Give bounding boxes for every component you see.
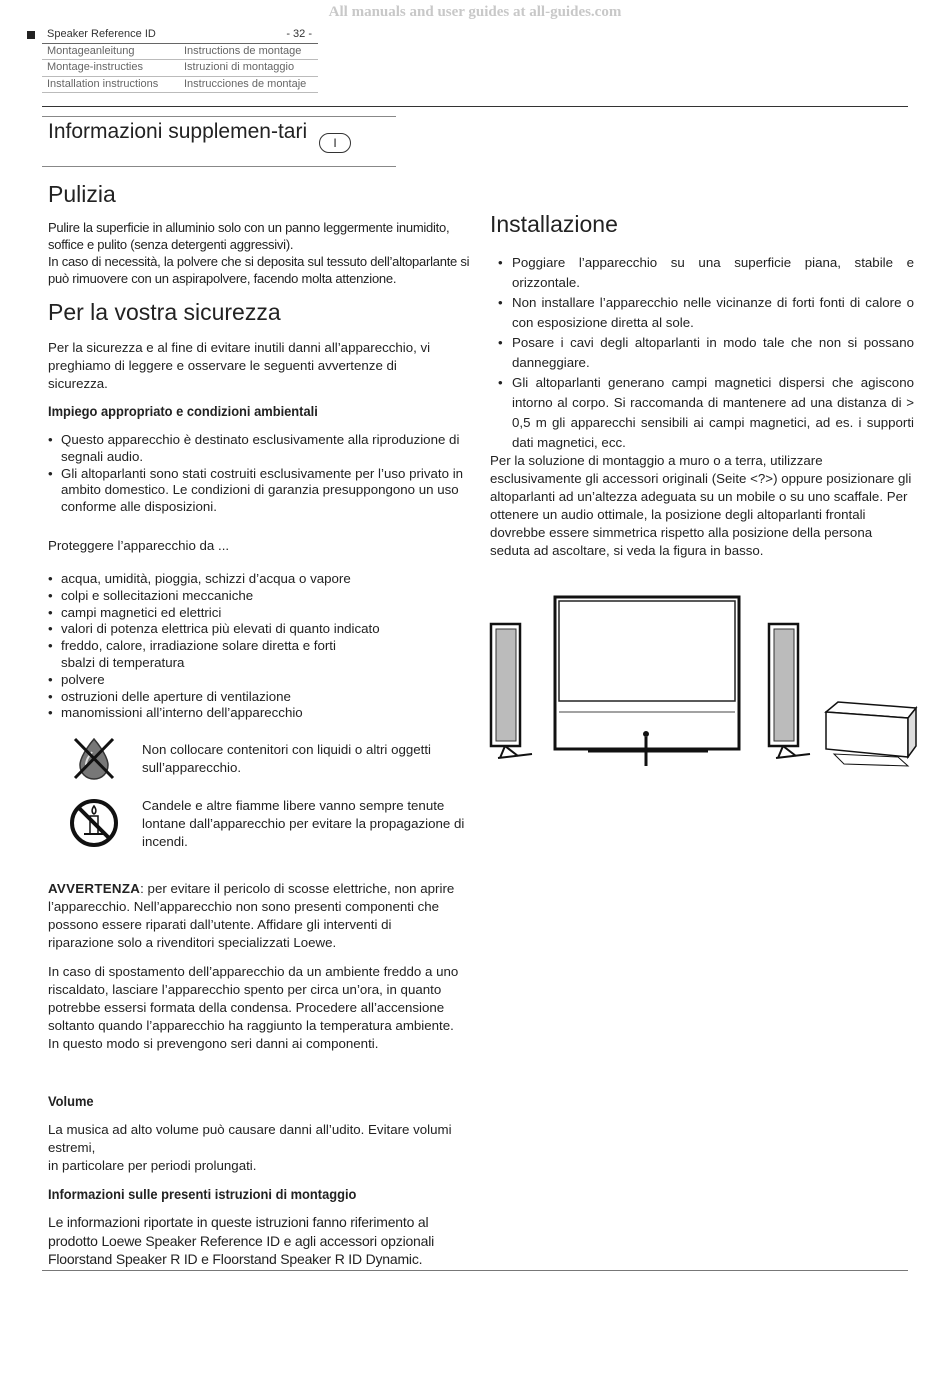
lang-label: Montageanleitung xyxy=(47,44,135,57)
pulizia-paragraph: In caso di necessità, la polvere che si deposita sul tessuto dell’altoparlante si può rimuovere con un aspirapolvere, facendo molta attenzione. xyxy=(48,254,470,286)
list-item: • Questo apparecchio è destinato esclusivamente alla riproduzione di segnali audio. xyxy=(48,432,473,466)
lang-label: Instrucciones de montaje xyxy=(184,77,307,90)
no-liquids-icon xyxy=(72,735,116,781)
list-item: • colpi e sollecitazioni meccaniche xyxy=(48,588,438,605)
header-lang-row xyxy=(42,44,318,61)
lang-label: Installation instructions xyxy=(47,77,159,90)
no-candles-text: Candele e altre fiamme libere vanno sempre tenute lontane dall’apparecchio per evitare la propagazione di incendi. xyxy=(142,798,465,849)
subwoofer-icon xyxy=(826,702,916,766)
left-speaker-icon xyxy=(491,624,532,758)
header-title: Speaker Reference ID xyxy=(47,28,156,40)
protect-list xyxy=(48,571,438,722)
sicurezza-intro: Per la sicurezza e al fine di evitare inutili danni all’apparecchio, vi preghiamo di leggere e osservare le seguenti avvertenze di sicurezza. xyxy=(48,340,431,391)
subheading-volume: Volume xyxy=(48,1093,94,1109)
info-text: Le informazioni riportate in queste istruzioni fanno riferimento al prodotto Loewe Speaker Reference ID e agli accessori opzionali Floorstand Speaker R ID e Floorstand Speaker R ID Dynamic. xyxy=(48,1214,435,1267)
header-lang-row xyxy=(42,77,318,94)
watermark: All manuals and user guides at all-guides.com xyxy=(328,4,622,20)
volume-text xyxy=(48,1121,468,1175)
header-table xyxy=(42,27,318,93)
installazione-list xyxy=(490,253,914,453)
heading-pulizia: Pulizia xyxy=(48,181,116,207)
pulizia-paragraph: Pulire la superficie in alluminio solo con un panno leggermente inumidito, soffice e pulito (senza detergenti aggressivi). xyxy=(48,220,450,252)
protect-intro: Proteggere l’apparecchio da ... xyxy=(48,538,230,553)
tv-icon xyxy=(555,597,739,766)
condensa-paragraph: In caso di spostamento dell’apparecchio da un ambiente freddo a uno riscaldato, lasciare l’apparecchio spento per circa un’ora, in quanto potrebbe essersi formata della condensa. Procedere all’accensione soltanto quando l’apparecchio ha raggiunto la temperatura ambiente. In questo modo si prevengono seri danni ai componenti. xyxy=(48,964,459,1051)
lang-label: Instructions de montage xyxy=(184,44,302,57)
page-number: - 32 - xyxy=(286,28,312,40)
list-item: • polvere xyxy=(48,672,438,689)
warning-text: : per evitare il pericolo di scosse elettriche, non aprire l’apparecchio. Nell’apparecchio non sono presenti componenti che possono essere riparati dall’utente. Affidare gli interventi di riparazione solo a rivenditori specializzati Loewe. xyxy=(48,881,455,950)
footer-divider xyxy=(42,1270,908,1271)
installazione-text: Per la soluzione di montaggio a muro o a terra, utilizzare esclusivamente gli accessori originali (Seite <?>) oppure posizionare gli altoparlanti ad un’altezza adeguata su un mobile o su uno scaffale. Per ottenere un audio ottimale, la posizione degli altoparlanti frontali dovrebbe essere simmetrica rispetto alla posizione della persona seduta ad ascoltare, si veda la figura in basso. xyxy=(490,453,912,558)
language-badge: I xyxy=(319,133,351,153)
header-title-row xyxy=(42,27,318,44)
list-item: • manomissioni all’interno dell’apparecchio xyxy=(48,705,438,722)
lang-label: Istruzioni di montaggio xyxy=(184,61,295,73)
subheading-info: Informazioni sulle presenti istruzioni di montaggio xyxy=(48,1186,357,1202)
placement-illustration xyxy=(488,594,918,774)
right-speaker-icon xyxy=(769,624,810,758)
header-bullet-square xyxy=(27,31,35,39)
list-item: • Poggiare l’apparecchio su una superficie piana, stabile e orizzontale. xyxy=(490,253,914,293)
list-item: • Non installare l’apparecchio nelle vicinanze di forti fonti di calore o con esposizione diretta al sole. xyxy=(490,293,914,333)
list-item: • campi magnetici ed elettrici xyxy=(48,605,438,622)
no-liquids-text: Non collocare contenitori con liquidi o altri oggetti sull’apparecchio. xyxy=(142,742,431,775)
section-title-box xyxy=(42,116,396,167)
header-lang-row xyxy=(42,60,318,77)
warning-paragraph xyxy=(48,880,458,952)
subheading-impiego: Impiego appropriato e condizioni ambientali xyxy=(48,403,318,419)
list-item: • Gli altoparlanti sono stati costruiti esclusivamente per l’uso privato in ambito domestico. Le condizioni di garanzia presuppongono un uso conforme alle disposizioni. xyxy=(48,466,473,516)
pulizia-text xyxy=(48,219,478,287)
impiego-list xyxy=(48,432,473,516)
list-item: • acqua, umidità, pioggia, schizzi d’acqua o vapore xyxy=(48,571,438,588)
volume-line: in particolare per periodi prolungati. xyxy=(48,1158,257,1173)
heading-installazione: Installazione xyxy=(490,211,618,237)
warning-label: AVVERTENZA xyxy=(48,881,141,896)
heading-sicurezza: Per la vostra sicurezza xyxy=(48,299,281,325)
section-title: Informazioni supplemen-tari xyxy=(48,120,308,143)
list-item: • valori di potenza elettrica più elevati di quanto indicato xyxy=(48,621,438,638)
list-item: • freddo, calore, irradiazione solare diretta e forti sbalzi di temperatura xyxy=(48,638,361,672)
lang-label: Montage-instructies xyxy=(47,61,143,73)
header-divider xyxy=(42,106,908,107)
list-item: • ostruzioni delle aperture di ventilazione xyxy=(48,689,438,706)
no-candles-icon xyxy=(68,797,120,849)
list-item: • Gli altoparlanti generano campi magnetici dispersi che agiscono intorno al corpo. Si raccomanda di mantenere ad una distanza di > 0,5 m gli apparecchi sensibili ai campi magnetici, ad es. i supporti dati magnetici, ecc. xyxy=(490,373,914,453)
list-item: • Posare i cavi degli altoparlanti in modo tale che non si possano danneggiare. xyxy=(490,333,914,373)
volume-line: La musica ad alto volume può causare danni all’udito. Evitare volumi estremi, xyxy=(48,1122,452,1155)
